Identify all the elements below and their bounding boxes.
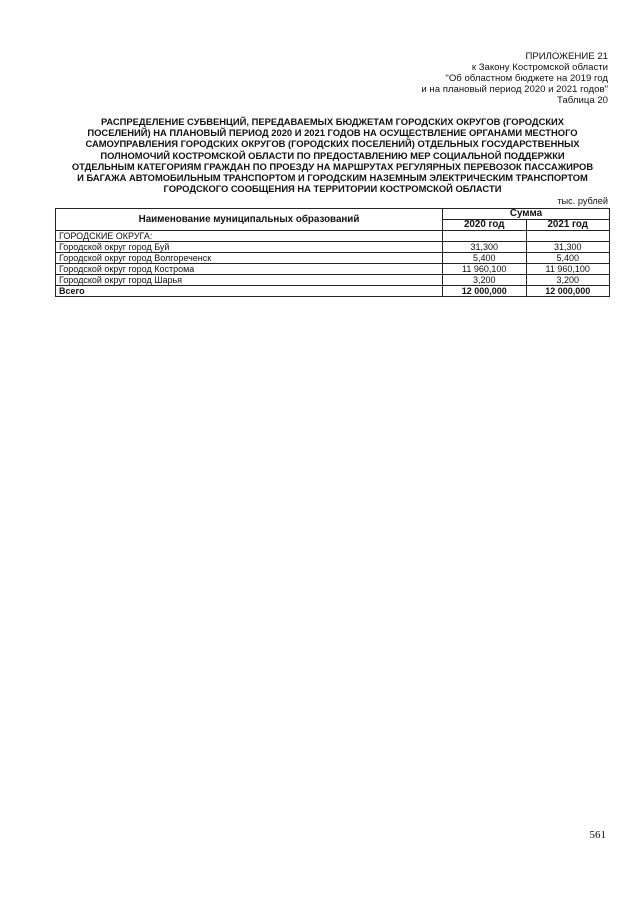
subsidy-table: [55, 208, 610, 297]
total-2020: 12 000,000: [443, 286, 527, 297]
title-line: РАСПРЕДЕЛЕНИЕ СУБВЕНЦИЙ, ПЕРЕДАВАЕМЫХ БЮДЖЕТАМ ГОРОДСКИХ ОКРУГОВ (ГОРОДСКИХ: [100, 116, 565, 127]
table-row: [56, 275, 610, 286]
title-line: ОТДЕЛЬНЫМ КАТЕГОРИЯМ ГРАЖДАН ПО ПРОЕЗДУ НА МАРШРУТАХ РЕГУЛЯРНЫХ ПЕРЕВОЗОК ПАССАЖИРОВ: [71, 160, 594, 172]
header-sum: Сумма: [443, 209, 610, 220]
title-line: ГОРОДСКОГО СООБЩЕНИЯ НА ТЕРРИТОРИИ КОСТРОМСКОЙ ОБЛАСТИ: [163, 183, 502, 195]
total-label: Всего: [56, 286, 443, 297]
row-2020: 11 960,100: [443, 264, 527, 275]
appendix-line: и на плановый период 2020 и 2021 годов": [421, 84, 608, 95]
appendix-header: [421, 51, 608, 106]
row-2021: 11 960,100: [526, 264, 610, 275]
appendix-line: "Об областном бюджете на 2019 год: [445, 73, 608, 84]
table-group-row: [56, 231, 610, 242]
page-number: 561: [589, 829, 606, 841]
title-line: САМОУПРАВЛЕНИЯ ГОРОДСКИХ ОКРУГОВ (ГОРОДСКИХ ПОСЕЛЕНИЙ) ОТДЕЛЬНЫХ ГОСУДАРСТВЕННЫХ: [85, 138, 580, 150]
table-row: [56, 264, 610, 275]
document-title: [55, 116, 610, 194]
appendix-line: ПРИЛОЖЕНИЕ 21: [525, 51, 608, 62]
row-name: Городской округ город Волгореченск: [56, 253, 443, 264]
empty-cell: [443, 231, 527, 242]
row-name: Городской округ город Шарья: [56, 275, 443, 286]
group-label: ГОРОДСКИЕ ОКРУГА:: [56, 231, 443, 242]
table-number: Таблица 20: [557, 95, 608, 106]
header-2021: 2021 год: [526, 220, 610, 231]
table-total-row: [56, 286, 610, 297]
row-2021: 31,300: [526, 242, 610, 253]
row-2021: 5,400: [526, 253, 610, 264]
row-2021: 3,200: [526, 275, 610, 286]
header-name: Наименование муниципальных образований: [56, 209, 443, 231]
table-row: [56, 253, 610, 264]
appendix-line: к Закону Костромской области: [471, 62, 608, 73]
empty-cell: [526, 231, 610, 242]
header-2020: 2020 год: [443, 220, 527, 231]
row-2020: 5,400: [443, 253, 527, 264]
row-name: Городской округ город Буй: [56, 242, 443, 253]
row-name: Городской округ город Кострома: [56, 264, 443, 275]
units-label: тыс. рублей: [557, 196, 608, 206]
table-row: [56, 242, 610, 253]
title-line: И БАГАЖА АВТОМОБИЛЬНЫМ ТРАНСПОРТОМ И ГОРОДСКИМ НАЗЕМНЫМ ЭЛЕКТРИЧЕСКИМ ТРАНСПОРТОМ: [77, 172, 588, 184]
title-line: ПОСЕЛЕНИЙ) НА ПЛАНОВЫЙ ПЕРИОД 2020 И 2021 ГОДОВ НА ОСУЩЕСТВЛЕНИЕ ОРГАНАМИ МЕСТНОГО: [87, 127, 578, 139]
total-2021: 12 000,000: [526, 286, 610, 297]
row-2020: 31,300: [443, 242, 527, 253]
title-line: ПОЛНОМОЧИЙ КОСТРОМСКОЙ ОБЛАСТИ ПО ПРЕДОСТАВЛЕНИЮ МЕР СОЦИАЛЬНОЙ ПОДДЕРЖКИ: [100, 149, 565, 161]
row-2020: 3,200: [443, 275, 527, 286]
table-header-row: [56, 209, 610, 220]
